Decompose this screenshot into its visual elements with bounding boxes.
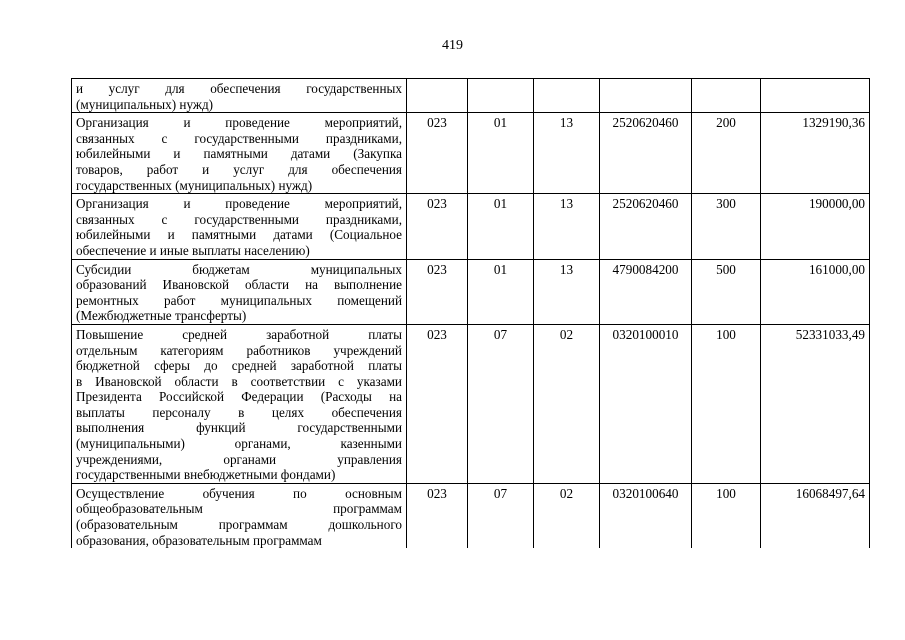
table-row (72, 194, 870, 259)
expense-type-cell: 100 (692, 483, 761, 548)
subsection-cell: 13 (534, 259, 600, 324)
table-row (72, 259, 870, 324)
description-line: учреждениями, органами управления (76, 451, 402, 467)
description-line: связанных с государственными праздниками, (76, 211, 402, 227)
description-line: (муниципальных) нужд) (76, 96, 214, 112)
expense-type-cell (692, 79, 761, 113)
description-line: выполнения функций государственными (76, 420, 402, 436)
subsection-cell (534, 79, 600, 113)
admin-code-cell: 023 (407, 113, 468, 194)
description-line: (муниципальными) органами, казенными (76, 436, 402, 452)
table-row (72, 113, 870, 194)
target-article-cell: 4790084200 (600, 259, 692, 324)
admin-code-cell (407, 79, 468, 113)
description-line: государственными внебюджетными фондами) (76, 467, 336, 483)
budget-table (71, 78, 870, 548)
description-cell (72, 259, 407, 324)
amount-cell: 161000,00 (761, 259, 870, 324)
admin-code-cell: 023 (407, 483, 468, 548)
description-line: Организация и проведение мероприятий, (76, 196, 402, 212)
description-line: товаров, работ и услуг для обеспечения (76, 161, 402, 177)
description-cell (72, 79, 407, 113)
description-line: Повышение средней заработной платы (76, 326, 402, 342)
description-line: образования, образовательным программам (76, 532, 322, 548)
description-line: и услуг для обеспечения государственных (76, 81, 402, 96)
description-line: в Ивановской области в соответствии с указами (76, 373, 402, 389)
description-line: Организация и проведение мероприятий, (76, 115, 402, 131)
amount-cell: 190000,00 (761, 194, 870, 259)
description-line: Субсидии бюджетам муниципальных (76, 261, 402, 277)
amount-cell: 1329190,36 (761, 113, 870, 194)
expense-type-cell: 100 (692, 324, 761, 483)
description-line: Осуществление обучения по основным (76, 485, 402, 501)
description-line: бюджетной сферы до средней заработной платы (76, 358, 402, 374)
expense-type-cell: 300 (692, 194, 761, 259)
description-line: (Межбюджетные трансферты) (76, 308, 247, 324)
section-cell: 01 (468, 113, 534, 194)
subsection-cell: 13 (534, 113, 600, 194)
expense-type-cell: 500 (692, 259, 761, 324)
admin-code-cell: 023 (407, 194, 468, 259)
amount-cell: 16068497,64 (761, 483, 870, 548)
subsection-cell: 02 (534, 483, 600, 548)
description-cell (72, 324, 407, 483)
table-row (72, 324, 870, 483)
target-article-cell: 0320100010 (600, 324, 692, 483)
description-line: (образовательным программам дошкольного (76, 517, 402, 533)
section-cell: 01 (468, 194, 534, 259)
description-line: связанных с государственными праздниками, (76, 130, 402, 146)
description-line: юбилейными и памятными датами (Социальное (76, 227, 402, 243)
section-cell: 01 (468, 259, 534, 324)
expense-type-cell: 200 (692, 113, 761, 194)
description-line: Президента Российской Федерации (Расходы на (76, 389, 402, 405)
description-cell (72, 483, 407, 548)
description-cell (72, 194, 407, 259)
table-body (72, 79, 870, 549)
target-article-cell (600, 79, 692, 113)
description-line: общеобразовательным программам (76, 501, 402, 517)
subsection-cell: 13 (534, 194, 600, 259)
description-line: юбилейными и памятными датами (Закупка (76, 146, 402, 162)
description-line: отдельным категориям работников учреждений (76, 342, 402, 358)
description-line: выплаты персоналу в целях обеспечения (76, 404, 402, 420)
target-article-cell: 2520620460 (600, 194, 692, 259)
description-cell (72, 113, 407, 194)
target-article-cell: 0320100640 (600, 483, 692, 548)
section-cell: 07 (468, 324, 534, 483)
admin-code-cell: 023 (407, 259, 468, 324)
subsection-cell: 02 (534, 324, 600, 483)
description-line: обеспечение и иные выплаты населению) (76, 242, 310, 258)
table-row (72, 79, 870, 113)
section-cell (468, 79, 534, 113)
description-line: образований Ивановской области на выполнение (76, 277, 402, 293)
page-number: 419 (442, 38, 463, 53)
target-article-cell: 2520620460 (600, 113, 692, 194)
description-line: государственных (муниципальных) нужд) (76, 177, 313, 193)
table-row (72, 483, 870, 548)
description-line: ремонтных работ муниципальных помещений (76, 292, 402, 308)
section-cell: 07 (468, 483, 534, 548)
admin-code-cell: 023 (407, 324, 468, 483)
amount-cell (761, 79, 870, 113)
amount-cell: 52331033,49 (761, 324, 870, 483)
